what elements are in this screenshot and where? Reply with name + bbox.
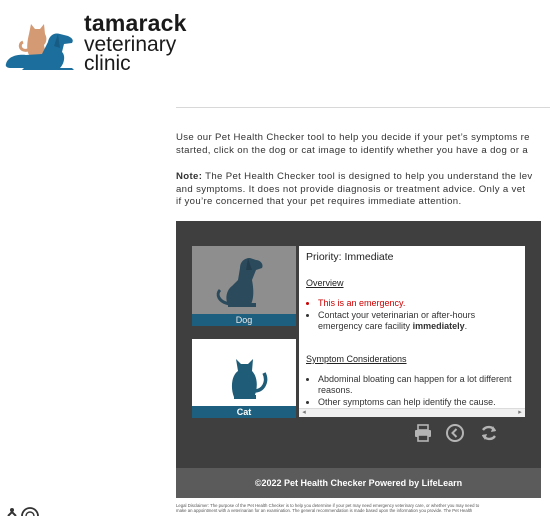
symptom-item: • Other symptoms can help identify the cause. <box>318 397 517 408</box>
symptom-item: • Abdominal bloating can happen for a lot different reasons. <box>318 374 517 396</box>
note-paragraph <box>176 171 550 209</box>
divider <box>176 107 550 108</box>
note-label: Note: <box>176 171 203 182</box>
brand-line-3: clinic <box>84 52 131 75</box>
intro-line-2: started, click on the dog or cat image to identify whether you have a dog or a <box>176 144 529 156</box>
overview-heading: Overview <box>306 278 344 288</box>
note-line-3: if you’re concerned that your pet requires immediate attention. <box>176 196 462 207</box>
scroll-left-arrow-icon[interactable]: ◂ <box>302 409 306 416</box>
horizontal-scrollbar[interactable] <box>299 408 525 417</box>
overview-item: • Contact your veterinarian or after-hours emergency care facility immediately. <box>318 310 517 332</box>
legal-line-1: Legal Disclaimer: The purpose of the Pet Health Checker is to help you determine if your pet may need emergency veterinary care, or whether you may need to <box>176 503 480 508</box>
accessibility-widget-icon[interactable] <box>0 500 46 516</box>
priority-title: Priority: Immediate <box>306 251 394 263</box>
note-line-1: The Pet Health Checker tool is designed to help you understand the lev <box>205 171 533 182</box>
overview-item: • This is an emergency. <box>318 298 517 309</box>
symptom-list <box>306 374 517 408</box>
dog-icon <box>192 246 296 313</box>
print-icon[interactable] <box>412 422 434 444</box>
intro-paragraph <box>176 132 550 157</box>
cat-option[interactable] <box>192 339 296 418</box>
restart-icon[interactable] <box>478 422 500 444</box>
intro-line-1: Use our Pet Health Checker tool to help you decide if your pet’s symptoms re <box>176 132 530 143</box>
brand-line-2: veterinary <box>84 33 177 56</box>
dog-option[interactable] <box>192 246 296 326</box>
cat-icon <box>192 339 296 406</box>
overview-list <box>306 298 517 332</box>
brand-line-1: tamarack <box>84 10 187 36</box>
brand-wordmark <box>84 12 187 74</box>
legal-line-2: make an appointment with a veterinarian for an examination. The general recommendation is made based upon the information you provide. The Pet Health <box>176 508 473 514</box>
checker-footer: ©2022 Pet Health Checker Powered by LifeLearn <box>176 468 541 498</box>
results-panel[interactable] <box>299 246 525 417</box>
cat-label: Cat <box>192 406 296 418</box>
scroll-right-arrow-icon[interactable]: ▸ <box>518 409 522 416</box>
pet-health-checker <box>176 221 541 498</box>
note-line-2: and symptoms. It does not provide diagnosis or treatment advice. Only a vet <box>176 183 526 195</box>
dog-label: Dog <box>192 314 296 326</box>
legal-disclaimer <box>176 503 550 514</box>
symptom-heading: Symptom Considerations <box>306 354 407 364</box>
back-icon[interactable] <box>444 422 466 444</box>
